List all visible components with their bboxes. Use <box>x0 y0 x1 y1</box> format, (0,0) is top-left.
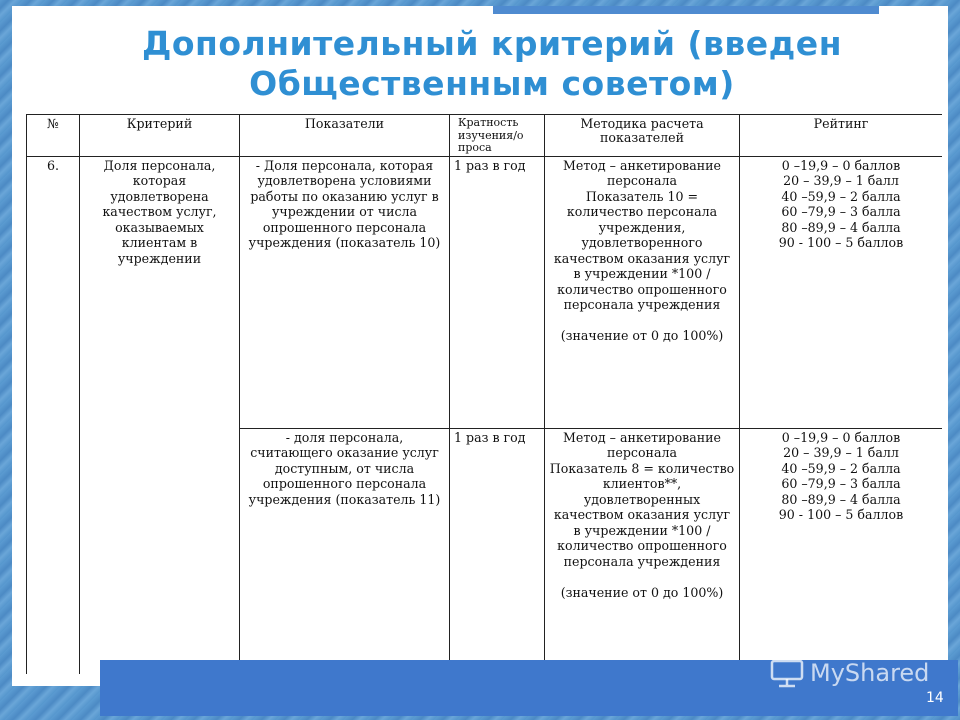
header-indicators: Показатели <box>240 115 450 157</box>
criteria-table-container <box>26 114 942 674</box>
cell-rating: 0 –19,9 – 0 баллов 20 – 39,9 – 1 балл 40 –59,9 – 2 балла 60 –79,9 – 3 балла 80 –89,9 – 4 балла 90 - 100 – 5 баллов <box>740 428 943 674</box>
page-number: 14 <box>926 690 944 706</box>
table-header-row <box>27 115 943 157</box>
cell-rating: 0 –19,9 – 0 баллов 20 – 39,9 – 1 балл 40 –59,9 – 2 балла 60 –79,9 – 3 балла 80 –89,9 – 4 балла 90 - 100 – 5 баллов <box>740 156 943 428</box>
cell-indicator: - доля персонала, считающего оказание услуг доступным, от числа опрошенного персонала учреждения (показатель 11) <box>240 428 450 674</box>
header-frequency: Кратность изучения/о проса <box>450 115 545 157</box>
presentation-screen-icon <box>770 658 804 688</box>
cell-number: 6. <box>27 156 80 674</box>
watermark-text: MyShared <box>810 659 930 687</box>
cell-frequency: 1 раз в год <box>450 428 545 674</box>
watermark <box>770 650 929 696</box>
header-criterion: Критерий <box>80 115 240 157</box>
slide-title: Дополнительный критерий (введен Общественным советом) <box>142 24 842 103</box>
criteria-table <box>26 114 942 674</box>
cell-indicator: - Доля персонала, которая удовлетворена условиями работы по оказанию услуг в учреждении от числа опрошенного персонала учреждения (показатель 10) <box>240 156 450 428</box>
cell-criterion: Доля персонала, которая удовлетворена качеством услуг, оказываемых клиентам в учреждении <box>80 156 240 674</box>
top-tab-decoration <box>490 6 882 14</box>
header-number: № <box>27 115 80 157</box>
table-row <box>27 156 943 428</box>
header-rating: Рейтинг <box>740 115 943 157</box>
cell-method: Метод – анкетирование персонала Показатель 8 = количество клиентов**, удовлетворенных качеством оказания услуг в учреждении *100 / количество опрошенного персонала учреждения (значение от 0 до 100%) <box>545 428 740 674</box>
cell-frequency: 1 раз в год <box>450 156 545 428</box>
header-method: Методика расчета показателей <box>545 115 740 157</box>
cell-method: Метод – анкетирование персонала Показатель 10 = количество персонала учреждения, удовлетворенного качеством оказания услуг в учреждении *100 / количество опрошенного персонала учреждения (значение от 0 до 100%) <box>545 156 740 428</box>
